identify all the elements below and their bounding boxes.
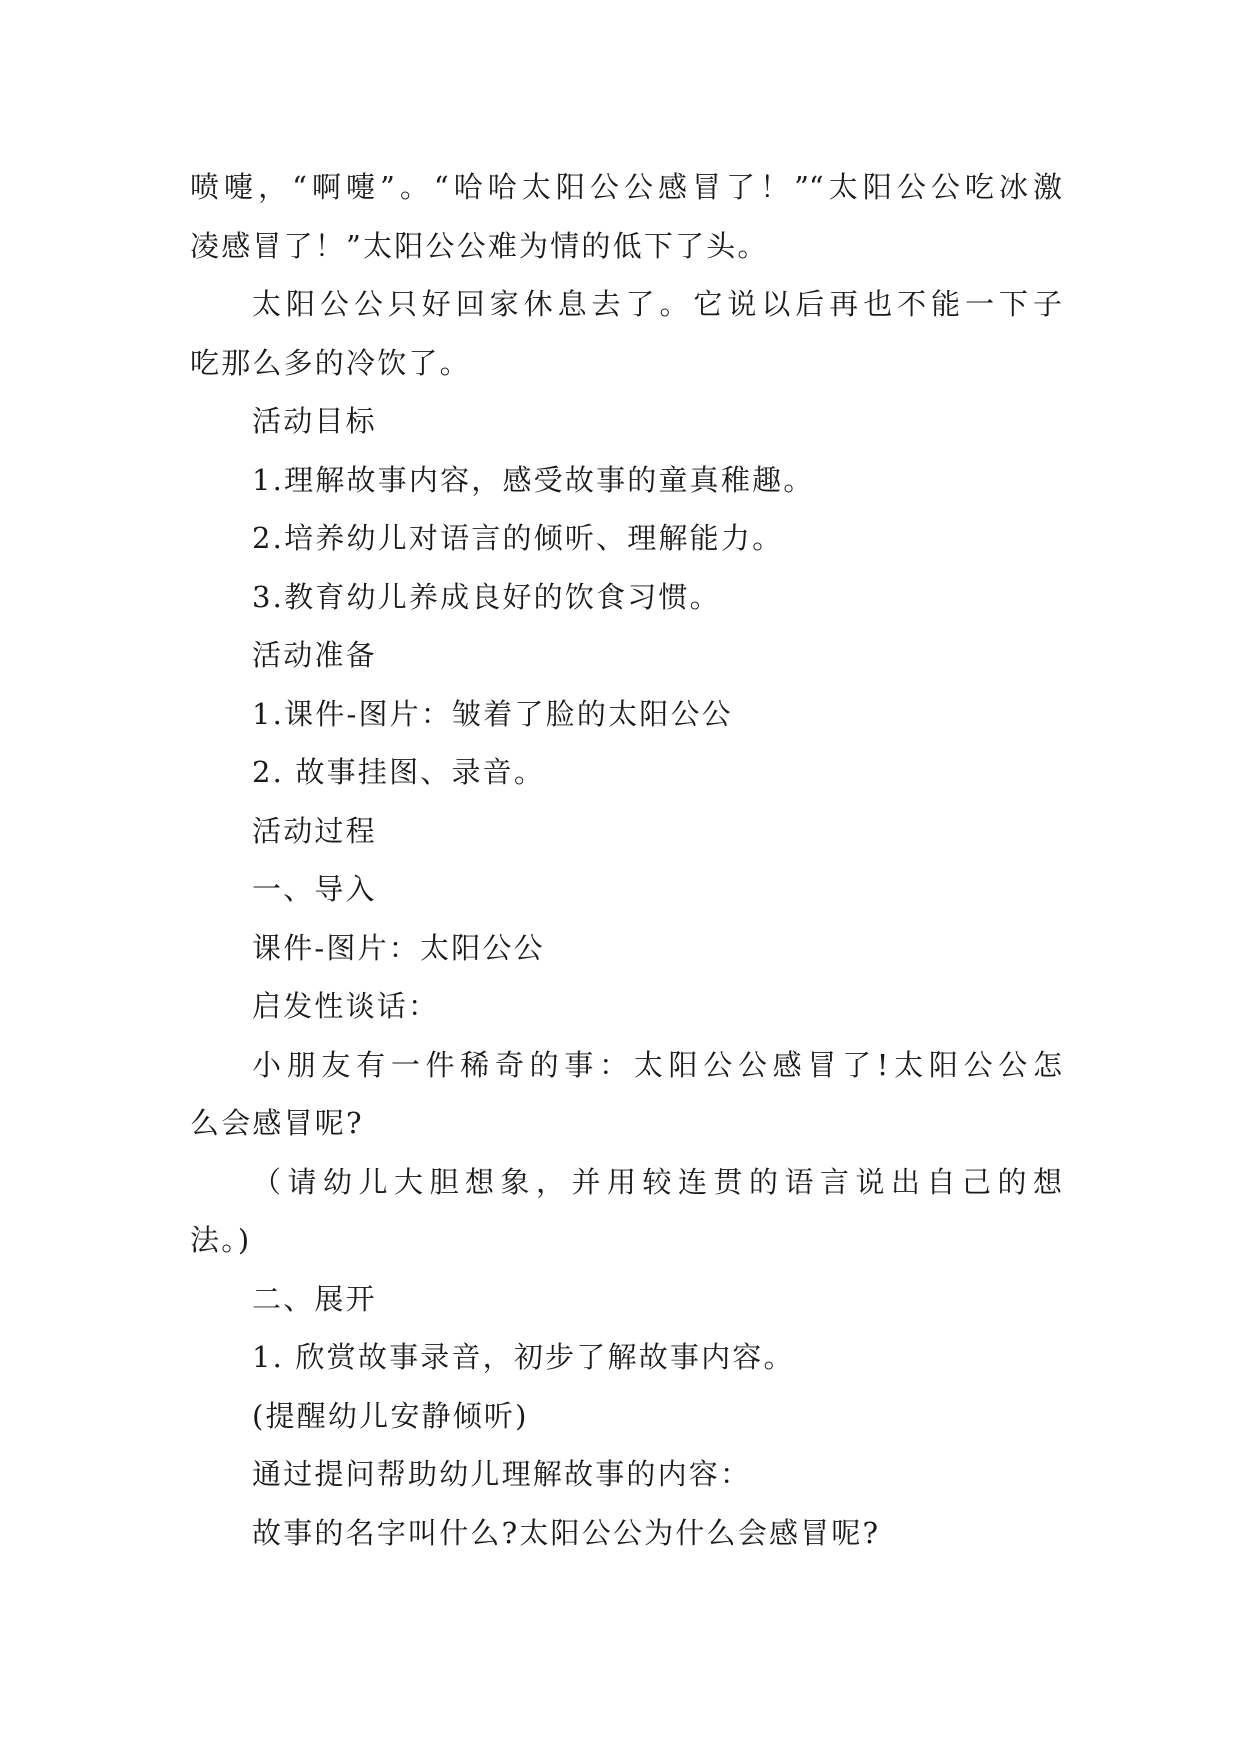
section-heading: 活动目标 [252, 404, 377, 438]
paragraph-line: 么会感冒呢? [190, 1106, 364, 1140]
paragraph-line: 喷嚏，“啊嚏”。“哈哈太阳公公感冒了！”“太阳公公吃冰激 [190, 170, 1062, 204]
list-item: 1.课件-图片：皱着了脸的太阳公公 [252, 696, 733, 731]
paragraph-line: 吃那么多的冷饮了。 [190, 345, 471, 380]
paragraph-line: （请幼儿大胆想象，并用较连贯的语言说出自己的想 [252, 1164, 1062, 1199]
paragraph-line: (提醒幼儿安静倾听) [252, 1398, 529, 1433]
list-item: 2.培养幼儿对语言的倾听、理解能力。 [252, 521, 784, 555]
section-heading: 活动过程 [252, 813, 377, 848]
section-heading: 活动准备 [252, 638, 377, 672]
paragraph-line: 课件-图片：太阳公公 [252, 930, 545, 965]
list-item: 2. 故事挂图、录音。 [252, 755, 546, 789]
paragraph-line: 太阳公公只好回家休息去了。它说以后再也不能一下子 [252, 287, 1062, 321]
list-item: 3.教育幼儿养成良好的饮食习惯。 [252, 579, 721, 614]
subsection-heading: 二、展开 [252, 1281, 377, 1316]
paragraph-line: 小朋友有一件稀奇的事：太阳公公感冒了!太阳公公怎 [252, 1047, 1062, 1082]
document-body [190, 158, 1062, 1562]
paragraph-line: 通过提问帮助幼儿理解故事的内容： [252, 1457, 752, 1491]
paragraph-line: 启发性谈话： [252, 989, 440, 1023]
list-item: 1. 欣赏故事录音，初步了解故事内容。 [252, 1340, 795, 1374]
paragraph-line: 凌感冒了！”太阳公公难为情的低下了头。 [190, 228, 769, 263]
paragraph-line: 法。) [190, 1223, 252, 1257]
paragraph-line: 故事的名字叫什么?太阳公公为什么会感冒呢? [252, 1515, 881, 1550]
subsection-heading: 一、导入 [252, 872, 377, 906]
list-item: 1.理解故事内容，感受故事的童真稚趣。 [252, 462, 815, 497]
